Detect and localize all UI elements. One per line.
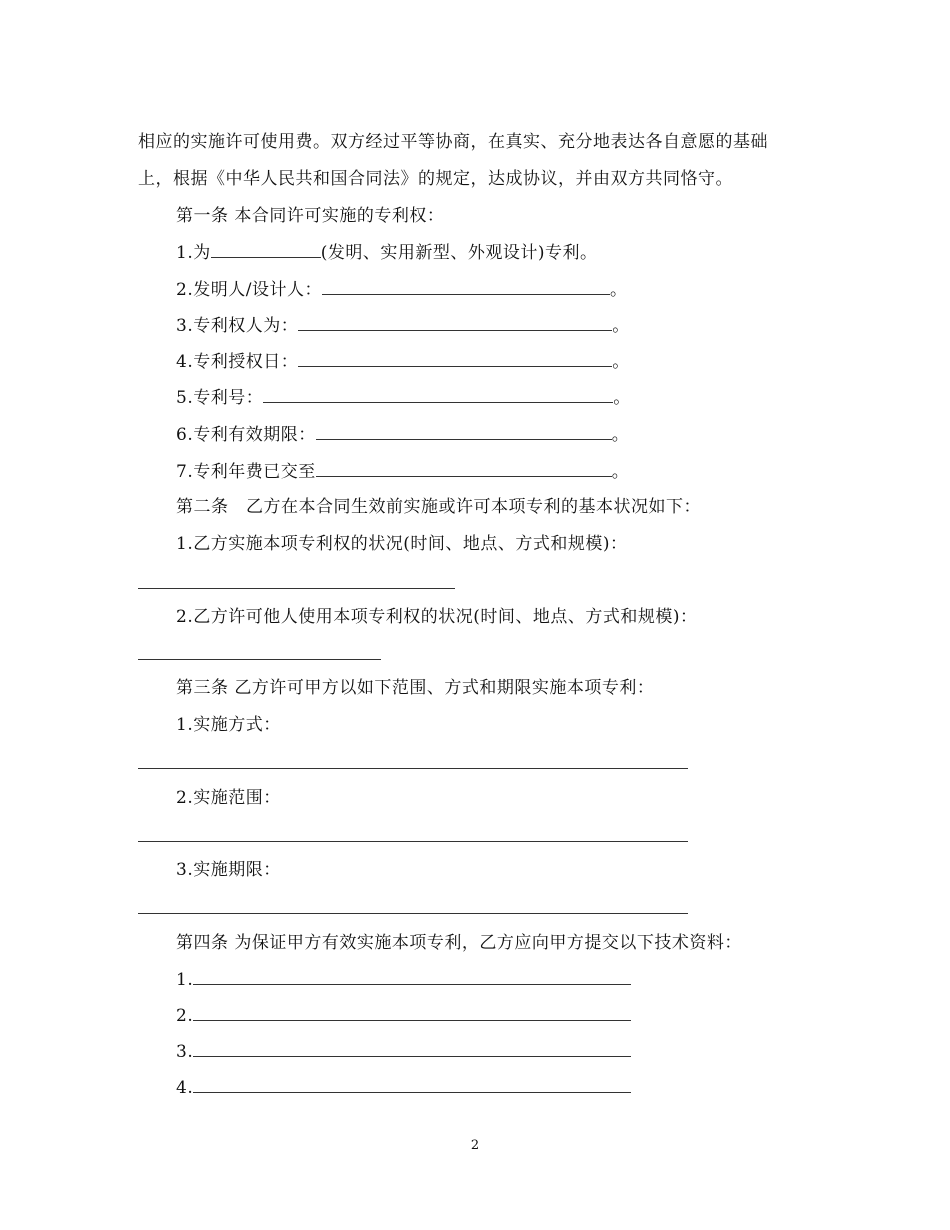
article-3-item-3: 3.实施期限：: [176, 860, 281, 880]
fill-in-blank: [316, 425, 612, 440]
end-mark: 。: [612, 316, 630, 336]
article-1-item-5: [176, 387, 631, 409]
intro-line-1: 相应的实施许可使用费。双方经过平等协商，在真实、充分地表达各自意愿的基础: [138, 132, 768, 152]
article-1-item-6: [176, 424, 629, 446]
fill-in-blank: [322, 280, 610, 295]
article-3-heading: 第三条 乙方许可甲方以如下范围、方式和期限实施本项专利：: [176, 678, 655, 698]
article-1-item-7: [176, 461, 629, 483]
fill-in-blank: [211, 243, 321, 258]
article-1-item-3: [176, 315, 630, 337]
fill-in-blank: [263, 388, 613, 403]
item-label: 1.为: [176, 243, 211, 263]
article-4-item-4: [176, 1077, 631, 1099]
item-label: 6.专利有效期限：: [176, 425, 316, 445]
fill-in-line: [138, 588, 455, 589]
article-2-item-1: 1.乙方实施本项专利权的状况(时间、地点、方式和规模)：: [176, 534, 628, 554]
end-mark: 。: [611, 462, 630, 482]
fill-in-blank: [193, 1042, 631, 1057]
article-1-item-2: [176, 279, 627, 301]
end-mark: 。: [613, 388, 631, 408]
item-label: 1.: [176, 970, 194, 990]
article-1-item-4: [176, 351, 630, 373]
item-suffix: (发明、实用新型、外观设计)专利。: [320, 243, 598, 263]
item-label: 3.: [176, 1042, 194, 1062]
page-number: 2: [470, 1138, 480, 1153]
article-1-heading: 第一条 本合同许可实施的专利权：: [176, 206, 445, 226]
article-4-item-2: [176, 1005, 631, 1027]
item-label: 5.专利号：: [176, 388, 264, 408]
fill-in-line: [138, 841, 688, 842]
fill-in-blank: [193, 1078, 631, 1093]
fill-in-line: [138, 913, 688, 914]
fill-in-blank: [193, 1006, 631, 1021]
fill-in-blank: [316, 462, 612, 477]
article-2-heading: 第二条 乙方在本合同生效前实施或许可本项专利的基本状况如下：: [176, 497, 701, 517]
fill-in-blank: [298, 316, 612, 331]
item-label: 4.: [176, 1078, 194, 1098]
item-label: 2.发明人/设计人：: [176, 280, 322, 300]
article-2-item-2: 2.乙方许可他人使用本项专利权的状况(时间、地点、方式和规模)：: [176, 607, 698, 627]
item-label: 3.专利权人为：: [176, 316, 299, 336]
end-mark: 。: [611, 425, 630, 445]
article-4-item-1: [176, 969, 631, 991]
article-3-item-1: 1.实施方式：: [176, 715, 281, 735]
article-1-item-1: [176, 242, 598, 264]
fill-in-line: [138, 659, 381, 660]
item-label: 2.: [176, 1006, 194, 1026]
fill-in-blank: [193, 970, 631, 985]
article-4-heading: 第四条 为保证甲方有效实施本项专利，乙方应向甲方提交以下技术资料：: [176, 933, 742, 953]
item-label: 7.专利年费已交至: [176, 462, 316, 482]
item-label: 4.专利授权日：: [176, 352, 299, 372]
fill-in-blank: [298, 352, 612, 367]
article-3-item-2: 2.实施范围：: [176, 788, 281, 808]
end-mark: 。: [609, 280, 628, 300]
intro-line-2: 上，根据《中华人民共和国合同法》的规定，达成协议，并由双方共同恪守。: [138, 169, 733, 189]
fill-in-line: [138, 768, 688, 769]
article-4-item-3: [176, 1041, 631, 1063]
end-mark: 。: [612, 352, 630, 372]
